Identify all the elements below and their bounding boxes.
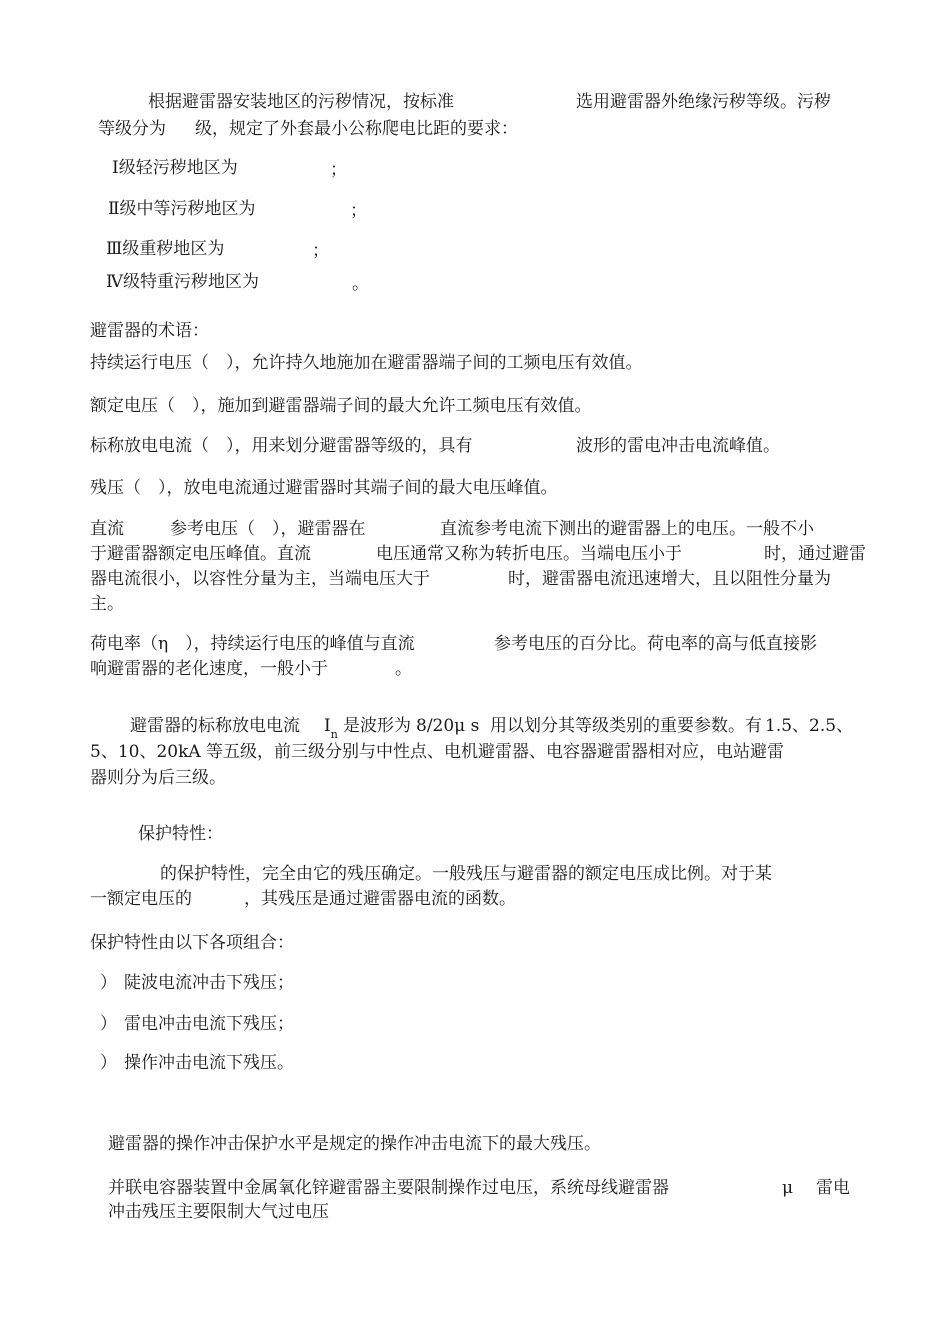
list-item-mark: ）	[100, 1053, 117, 1073]
nominal-symbol-i: I	[324, 716, 331, 736]
level-3-end: ；	[312, 241, 329, 261]
intro-line1-a: 根据避雷器安装地区的污秽情况，按标准	[148, 92, 454, 112]
nominal-l1-c: 8/20μ s	[416, 716, 480, 736]
term-dc-ref-l4: 主。	[90, 594, 124, 614]
nominal-l3: 器则分为后三级。	[90, 768, 226, 788]
list-item-text: 陡波电流冲击下残压；	[124, 973, 294, 993]
term-dc-ref-l1-b: 参考电压（ ），避雷器在	[170, 519, 366, 539]
term-dc-ref-l2-a: 于避雷器额定电压峰值。直流	[90, 544, 311, 564]
term-dc-ref-l2-c: 时，通过避雷	[764, 544, 866, 564]
list-item-mark: ）	[100, 1014, 117, 1034]
closing-line-3: 冲击残压主要限制大气过电压	[108, 1202, 329, 1222]
level-2-end: ；	[350, 201, 367, 221]
nominal-l1-symbol	[324, 715, 338, 739]
nominal-l1-b: 是波形为	[343, 716, 411, 736]
level-1-end: ；	[330, 160, 347, 180]
closing-line-1: 避雷器的操作冲击保护水平是规定的操作冲击电流下的最大残压。	[108, 1134, 601, 1154]
closing-line-2-c: 雷电	[816, 1178, 850, 1198]
protection-heading: 保护特性：	[138, 824, 223, 844]
protection-combo: 保护特性由以下各项组合：	[90, 933, 294, 953]
level-2-label: Ⅱ级中等污秽地区为	[108, 199, 256, 219]
intro-line2-a: 等级分为	[98, 119, 166, 139]
term-dc-ref-l1-a: 直流	[90, 519, 124, 539]
term-nominal-current-a: 标称放电电流（ ），用来划分避雷器等级的，具有	[90, 436, 473, 456]
level-3-label: Ⅲ级重秽地区为	[106, 239, 225, 259]
list-item-mark: ）	[100, 973, 117, 993]
intro-line1-b: 选用避雷器外绝缘污秽等级。污秽	[576, 92, 831, 112]
nominal-l1-a: 避雷器的标称放电电流	[130, 716, 300, 736]
nominal-l1-e: 1.5、2.5、	[765, 716, 854, 736]
term-dc-ref-l3-a: 器电流很小，以容性分量为主，当端电压大于	[90, 569, 430, 589]
level-4-end: 。	[352, 274, 369, 294]
nominal-l1-d: 用以划分其等级类别的重要参数。有	[490, 716, 762, 736]
term-dc-ref-l2-b: 电压通常又称为转折电压。当端电压小于	[376, 544, 682, 564]
term-rated-voltage: 额定电压（ ），施加到避雷器端子间的最大允许工频电压有效值。	[90, 396, 592, 416]
level-1-label: Ⅰ级轻污秽地区为	[112, 158, 238, 178]
list-item-text: 操作冲击电流下残压。	[124, 1053, 294, 1073]
protection-p1-b1: 一额定电压的	[90, 889, 192, 909]
term-continuous-voltage: 持续运行电压（ ），允许持久地施加在避雷器端子间的工频电压有效值。	[90, 353, 643, 373]
protection-p1-a: 的保护特性，完全由它的残压确定。一般残压与避雷器的额定电压成比例。对于某	[160, 864, 772, 884]
term-charge-rate-l2-a: 响避雷器的老化速度，一般小于	[90, 659, 328, 679]
term-charge-rate-l2-b: 。	[395, 659, 412, 679]
nominal-symbol-n: n	[330, 728, 338, 741]
level-4-label: Ⅳ级特重污秽地区为	[106, 272, 259, 292]
terms-heading: 避雷器的术语：	[90, 321, 209, 341]
term-dc-ref-l1-c: 直流参考电流下测出的避雷器上的电压。一般不小	[440, 519, 814, 539]
term-charge-rate-l1-a: 荷电率（η ），持续运行电压的峰值与直流	[90, 634, 415, 654]
list-item-text: 雷电冲击电流下残压；	[124, 1014, 294, 1034]
term-dc-ref-l3-b: 时，避雷器电流迅速增大，且以阻性分量为	[508, 569, 831, 589]
intro-line2-b: 级，规定了外套最小公称爬电比距的要求：	[195, 119, 518, 139]
term-residual-voltage: 残压（ ），放电电流通过避雷器时其端子间的最大电压峰值。	[90, 478, 558, 498]
term-charge-rate-l1-b: 参考电压的百分比。荷电率的高与低直接影	[494, 634, 817, 654]
protection-p1-b2: ，其残压是通过避雷器电流的函数。	[244, 889, 516, 909]
term-nominal-current-b: 波形的雷电冲击电流峰值。	[576, 436, 780, 456]
closing-line-2-a: 并联电容器装置中金属氧化锌避雷器主要限制操作过电压，系统母线避雷器	[108, 1178, 669, 1198]
closing-line-2-b: μ	[782, 1178, 794, 1198]
nominal-l2: 5、10、20kA 等五级，前三级分别与中性点、电机避雷器、电容器避雷器相对应，电站避雷	[90, 742, 785, 762]
